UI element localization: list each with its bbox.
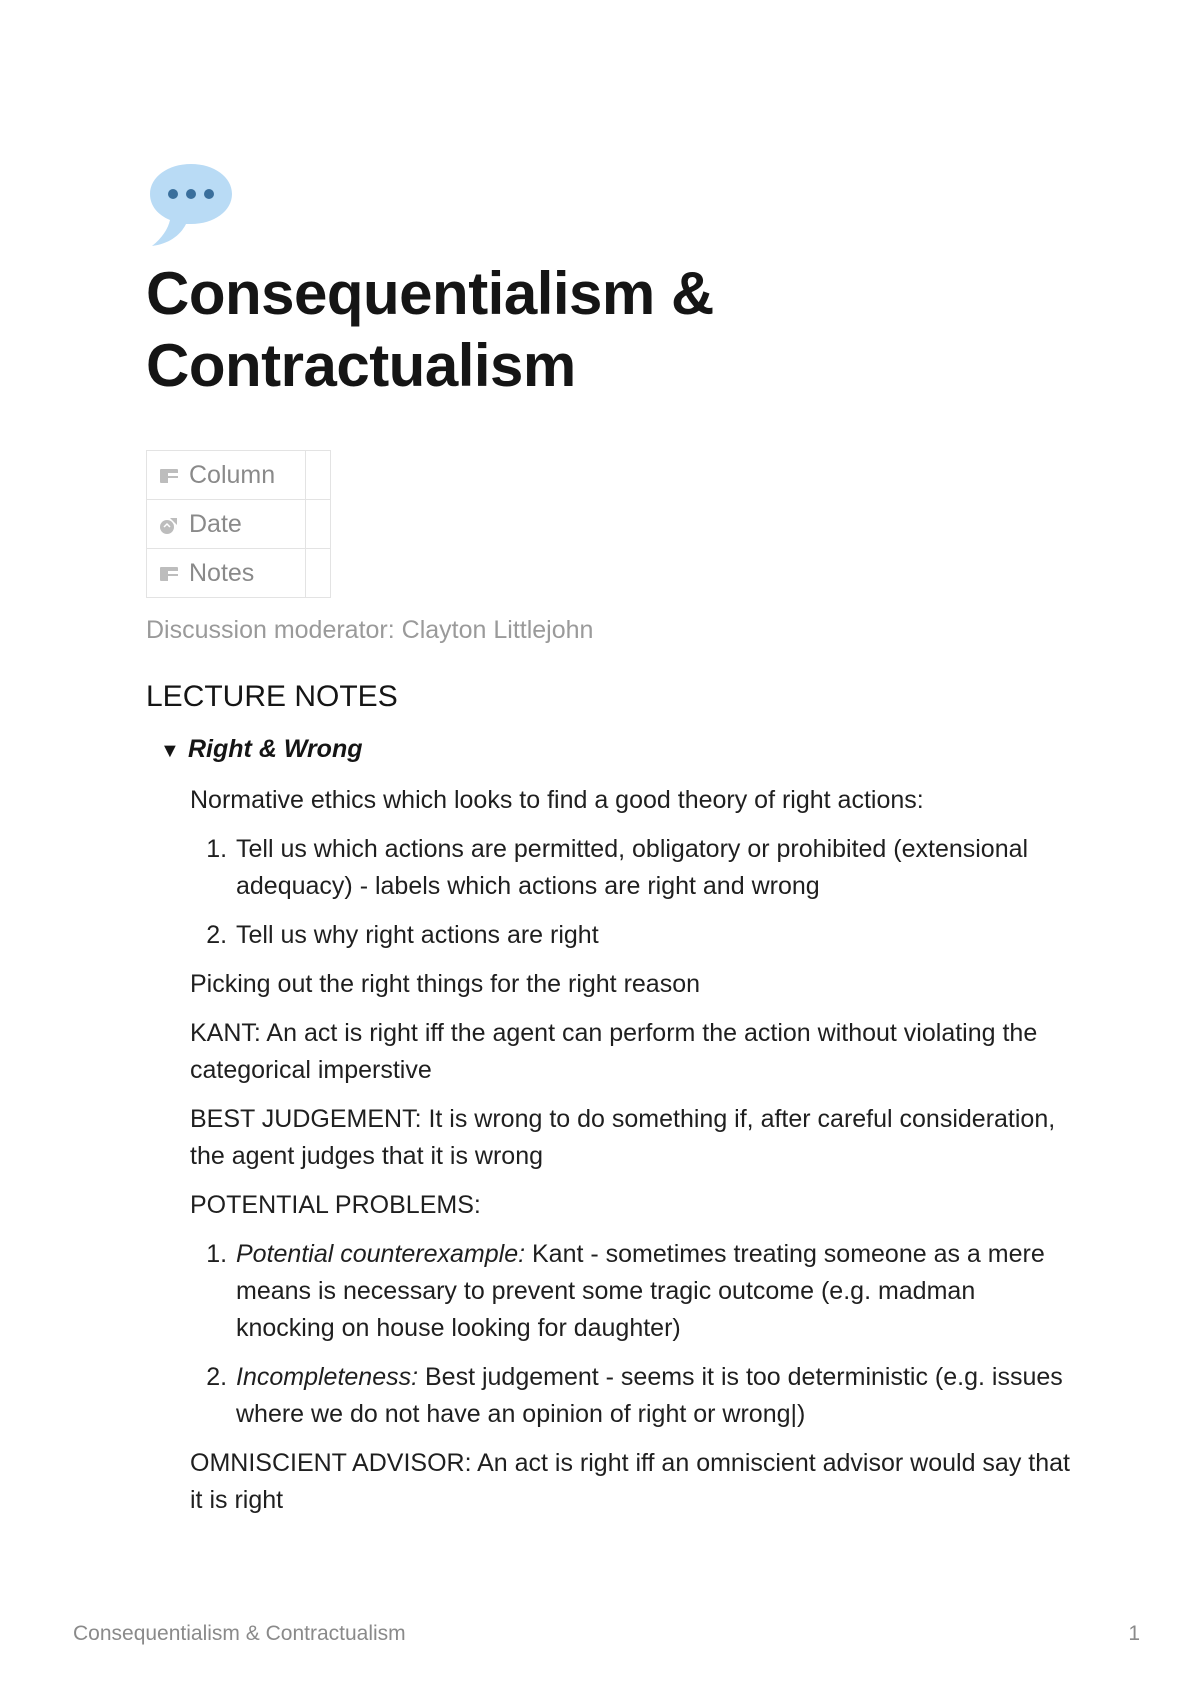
toggle-caret-icon[interactable]: ▼ [160,740,180,762]
toggle-right-and-wrong[interactable] [160,735,363,764]
properties-table [146,450,331,598]
speech-bubble-icon [146,158,236,248]
toggle-content [190,782,1070,1531]
property-label: Notes [189,558,255,587]
text-property-icon [159,564,179,584]
list-item: 2. Tell us why right actions are right [234,917,1070,954]
page-number: 1 [1128,1622,1140,1645]
moderator-text: Discussion moderator: Clayton Littlejohn [146,616,594,644]
list-item [234,1359,1070,1433]
best-judgement-paragraph: BEST JUDGEMENT: It is wrong to do something if, after careful consideration, the agent judges that it is wrong [190,1105,1056,1170]
property-row[interactable] [147,500,331,549]
property-row[interactable] [147,451,331,500]
date-property-icon [159,515,179,535]
problem-text: Best judgement - seems it is too deterministic (e.g. issues where we do not have an opinion of right or wrong|) [236,1363,1063,1428]
problem-text: Kant - sometimes treating someone as a mere means is necessary to prevent some tragic outcome (e.g. madman knocking on house looking for daughter) [236,1240,1045,1342]
property-label: Column [189,460,276,489]
problem-label: Potential counterexample: [236,1240,526,1268]
page-title: Consequentialism & Contractualism [146,260,714,399]
kant-paragraph: KANT: An act is right iff the agent can perform the action without violating the categorical imperstive [190,1019,1038,1084]
problems-heading: POTENTIAL PROBLEMS: [190,1191,481,1219]
problems-list [190,1236,1070,1433]
list-item [234,1236,1070,1347]
right-reason-paragraph: Picking out the right things for the right reason [190,970,701,998]
property-label: Date [189,509,242,538]
problem-label: Incompleteness: [236,1363,419,1391]
property-row[interactable] [147,549,331,598]
footer-title: Consequentialism & Contractualism [73,1622,406,1645]
section-heading: LECTURE NOTES [146,680,398,713]
omniscient-paragraph: OMNISCIENT ADVISOR: An act is right iff an omniscient advisor would say that it is right [190,1449,1070,1514]
toggle-title: Right & Wrong [188,735,363,763]
list-item: 1. Tell us which actions are permitted, obligatory or prohibited (extensional adequacy) - labels which actions are right and wrong [234,831,1070,905]
text-property-icon [159,466,179,486]
intro-paragraph: Normative ethics which looks to find a good theory of right actions: [190,786,924,814]
theory-requirements-list [190,831,1070,954]
